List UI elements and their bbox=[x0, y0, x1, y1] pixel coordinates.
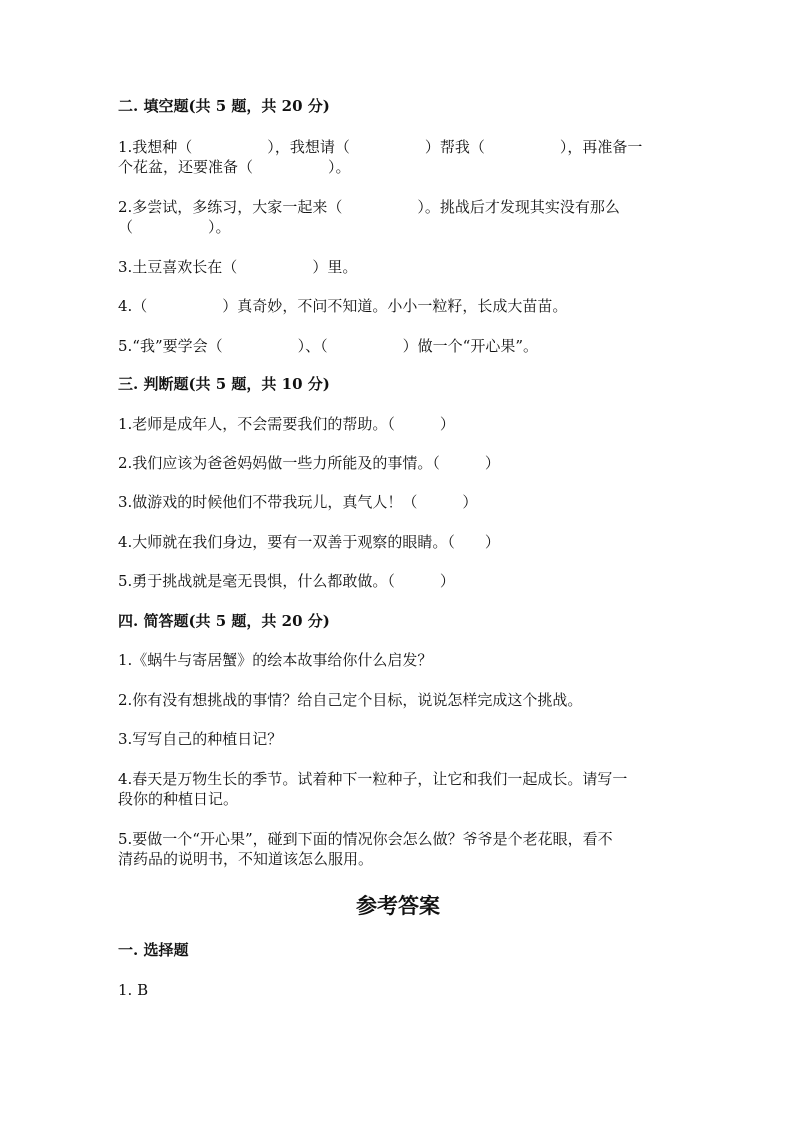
answer-1: 1. B bbox=[118, 981, 149, 999]
question-short-5-line1: 5.要做一个“开心果”，碰到下面的情况你会怎么做？爷爷是个老花眼，看不 bbox=[118, 830, 613, 848]
question-judge-4: 4.大师就在我们身边，要有一双善于观察的眼睛。（ ） bbox=[118, 533, 500, 551]
section-heading-short-answer: 四. 简答题(共 5 题，共 20 分) bbox=[118, 612, 330, 630]
question-judge-1: 1.老师是成年人，不会需要我们的帮助。（ ） bbox=[118, 415, 455, 433]
question-fill-2-line2: （ ）。 bbox=[118, 218, 231, 236]
question-short-4-line1: 4.春天是万物生长的季节。试着种下一粒种子，让它和我们一起成长。请写一 bbox=[118, 770, 628, 788]
question-fill-1-line2: 个花盆，还要准备（ ）。 bbox=[118, 158, 351, 176]
question-fill-1-line1: 1.我想种（ ），我想请（ ）帮我（ ），再准备一 bbox=[118, 138, 643, 156]
answers-section-heading-choice: 一. 选择题 bbox=[118, 941, 189, 959]
section-heading-judgement: 三. 判断题(共 5 题，共 10 分) bbox=[118, 375, 330, 393]
question-judge-3: 3.做游戏的时候他们不带我玩儿，真气人！（ ） bbox=[118, 493, 478, 511]
question-judge-5: 5.勇于挑战就是毫无畏惧，什么都敢做。（ ） bbox=[118, 572, 455, 590]
question-fill-2-line1: 2.多尝试，多练习，大家一起来（ ）。挑战后才发现其实没有那么 bbox=[118, 198, 620, 216]
question-short-1: 1.《蜗牛与寄居蟹》的绘本故事给你什么启发？ bbox=[118, 651, 433, 669]
answers-title: 参考答案 bbox=[356, 893, 440, 918]
question-short-2: 2.你有没有想挑战的事情？给自己定个目标，说说怎样完成这个挑战。 bbox=[118, 691, 583, 709]
question-short-3: 3.写写自己的种植日记？ bbox=[118, 730, 283, 748]
question-fill-3: 3.土豆喜欢长在（ ）里。 bbox=[118, 258, 358, 276]
question-short-5-line2: 清药品的说明书，不知道该怎么服用。 bbox=[118, 850, 374, 868]
question-judge-2: 2.我们应该为爸爸妈妈做一些力所能及的事情。（ ） bbox=[118, 454, 500, 472]
question-fill-4: 4.（ ）真奇妙，不问不知道。小小一粒籽，长成大苗苗。 bbox=[118, 297, 568, 315]
question-short-4-line2: 段你的种植日记。 bbox=[118, 790, 239, 808]
section-heading-fill-in: 二. 填空题(共 5 题，共 20 分) bbox=[118, 97, 330, 115]
question-fill-5: 5.“我”要学会（ ）、（ ）做一个“开心果”。 bbox=[118, 337, 538, 355]
